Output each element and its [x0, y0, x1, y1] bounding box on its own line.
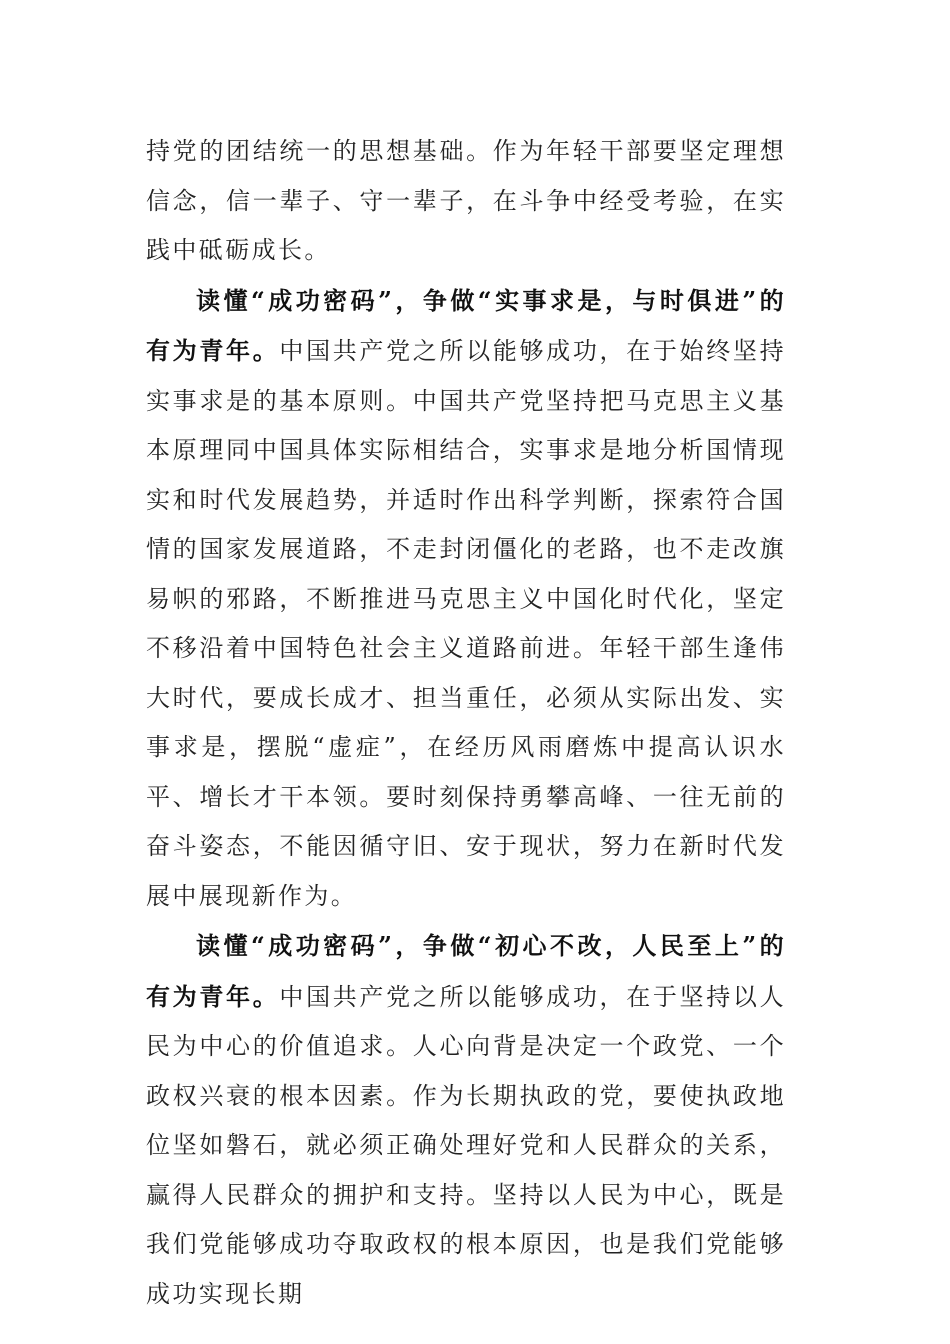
- paragraph-2-heading: 读懂“成功密码”，争做“实事求是，与时俱进”的有为青年。: [146, 285, 786, 365]
- paragraph-1: [146, 127, 786, 276]
- paragraph-2-text: 中国共产党之所以能够成功，在于始终坚持实事求是的基本原则。中国共产党坚持把马克思主义基本原理同中国具体实际相结合，实事求是地分析国情现实和时代发展趋势，并适时作出科学判断，探索符合国情的国家发展道路，不走封闭僵化的老路，也不走改旗易帜的邪路，不断推进马克思主义中国化时代化，坚定不移沿着中国特色社会主义道路前进。年轻干部生逢伟大时代，要成长成才、担当重任，必须从实际出发、实事求是，摆脱“虚症”，在经历风雨磨炼中提高认识水平、增长才干本领。要时刻保持勇攀高峰、一往无前的奋斗姿态，不能因循守旧、安于现状，努力在新时代发展中展现新作为。: [146, 337, 786, 910]
- paragraph-1-text: 持党的团结统一的思想基础。作为年轻干部要坚定理想信念，信一辈子、守一辈子，在斗争中经受考验，在实践中砥砺成长。: [146, 137, 786, 264]
- paragraph-3-heading: 读懂“成功密码”，争做“初心不改，人民至上”的有为青年。: [146, 931, 786, 1011]
- paragraph-3-text: 中国共产党之所以能够成功，在于坚持以人民为中心的价值追求。人心向背是决定一个政党、一个政权兴衰的根本因素。作为长期执政的党，要使执政地位坚如磐石，就必须正确处理好党和人民群众的关系，赢得人民群众的拥护和支持。坚持以人民为中心，既是我们党能够成功夺取政权的根本原因，也是我们党能够成功实现长期: [146, 982, 786, 1308]
- document-body: [146, 127, 786, 1319]
- paragraph-2: [146, 276, 786, 922]
- paragraph-3: [146, 921, 786, 1319]
